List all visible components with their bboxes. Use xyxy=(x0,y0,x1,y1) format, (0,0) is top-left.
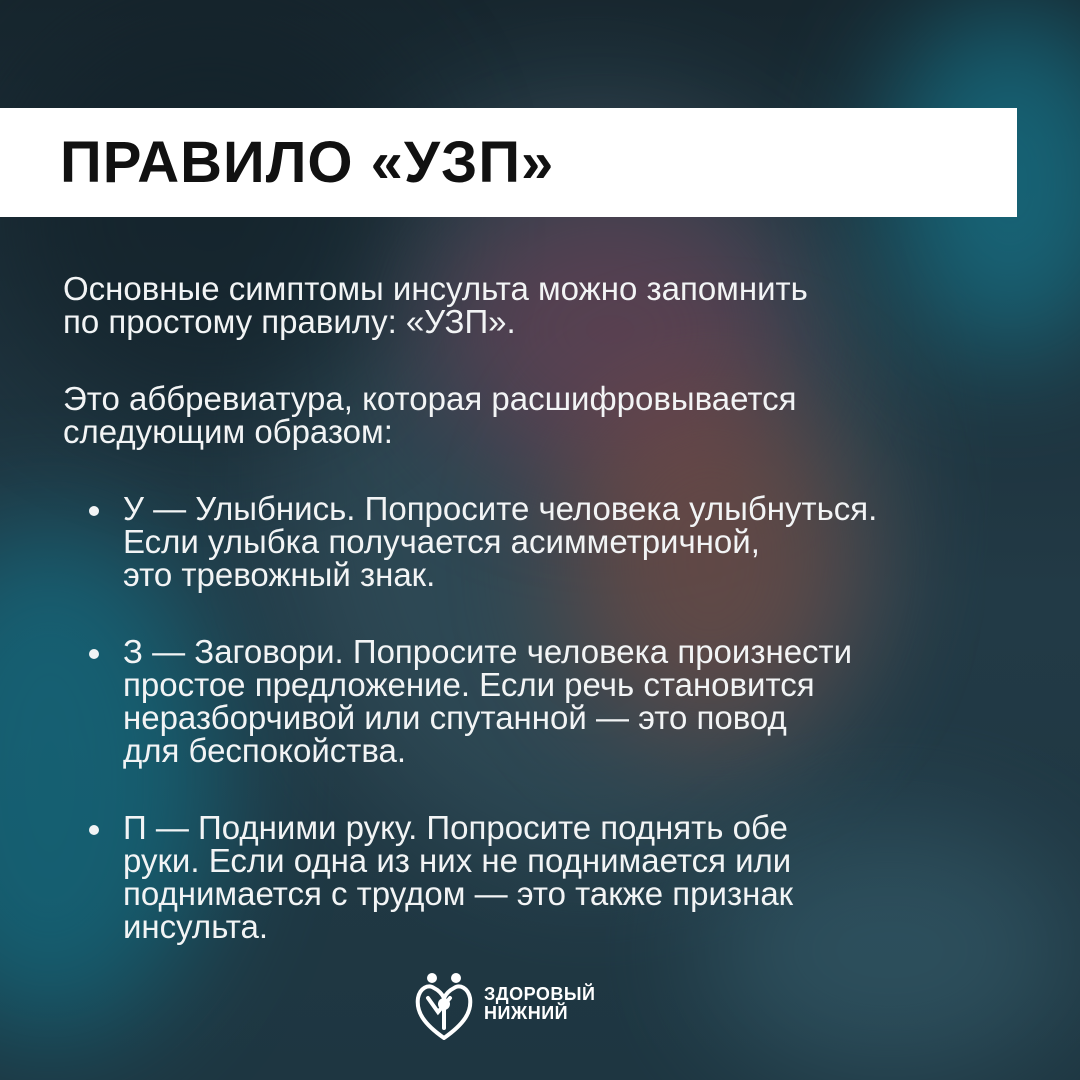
rule-line: П — Подними руку. Попросите поднять обе xyxy=(123,809,788,846)
title-banner xyxy=(0,108,1017,217)
rule-line: поднимается с трудом — это также признак xyxy=(123,875,794,912)
intro-paragraph xyxy=(63,272,1023,338)
bullet-icon xyxy=(89,825,99,835)
rule-line: простое предложение. Если речь становится xyxy=(123,666,815,703)
rule-item-z xyxy=(63,635,1023,767)
rule-item-p xyxy=(63,811,1023,943)
rules-list xyxy=(63,492,1023,943)
rule-item-u xyxy=(63,492,1023,591)
rule-line: руки. Если одна из них не поднимается или xyxy=(123,842,792,879)
heart-people-icon xyxy=(414,968,474,1040)
rule-line: это тревожный знак. xyxy=(123,556,436,593)
brand-line-2: НИЖНИЙ xyxy=(484,1003,569,1023)
main-content xyxy=(63,272,1023,987)
rule-line: Если улыбка получается асимметричной, xyxy=(123,523,760,560)
bullet-icon xyxy=(89,649,99,659)
rule-line: З — Заговори. Попросите человека произнести xyxy=(123,633,853,670)
page-title: ПРАВИЛО «УЗП» xyxy=(60,130,555,195)
explain-paragraph xyxy=(63,382,1023,448)
rule-line: для беспокойства. xyxy=(123,732,407,769)
bullet-icon xyxy=(89,506,99,516)
explain-line: следующим образом: xyxy=(63,413,393,450)
brand-line-1: ЗДОРОВЫЙ xyxy=(484,984,596,1005)
rule-line: У — Улыбнись. Попросите человека улыбнуться. xyxy=(123,490,878,527)
rule-line: инсульта. xyxy=(123,908,269,945)
explain-line: Это аббревиатура, которая расшифровывается xyxy=(63,380,797,417)
brand-logo xyxy=(414,968,595,1040)
brand-name xyxy=(484,985,595,1023)
intro-line: по простому правилу: «УЗП». xyxy=(63,303,516,340)
intro-line: Основные симптомы инсульта можно запомнить xyxy=(63,270,808,307)
rule-line: неразборчивой или спутанной — это повод xyxy=(123,699,787,736)
